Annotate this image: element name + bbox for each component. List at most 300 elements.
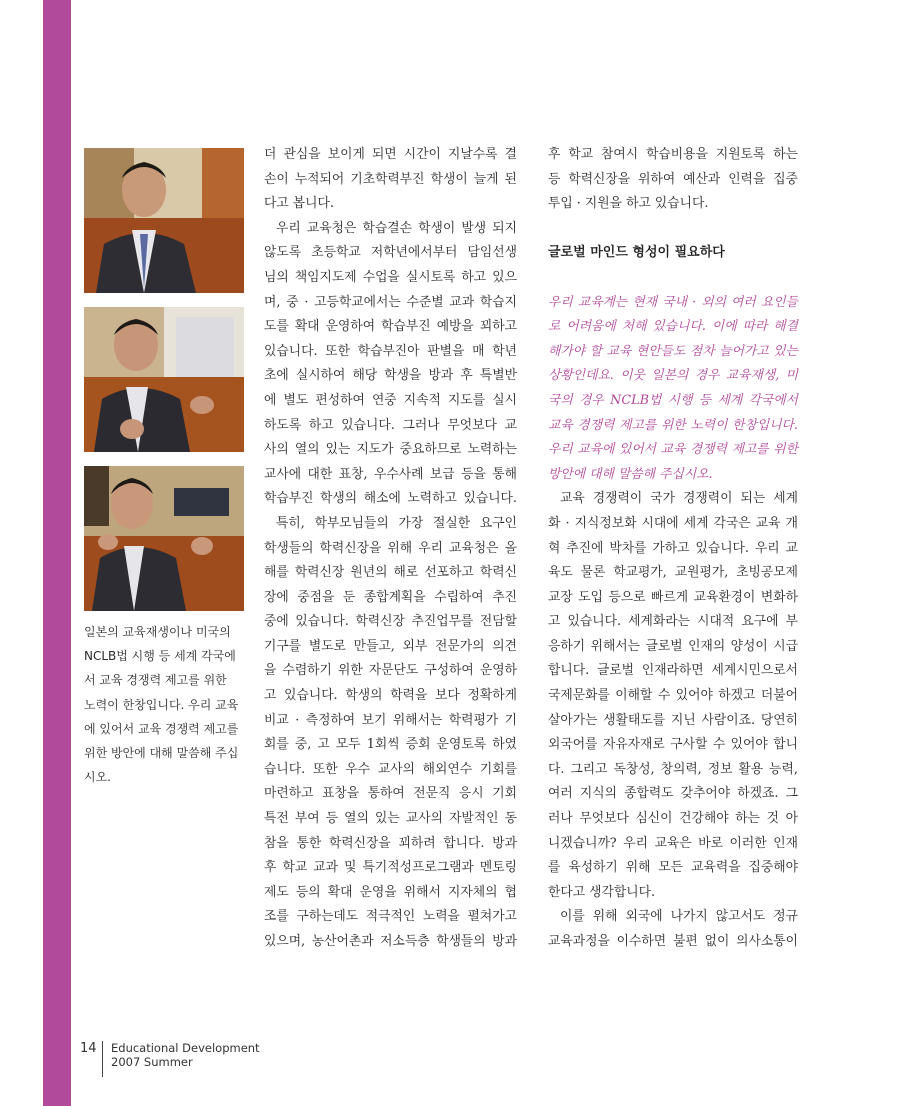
word: 현재 [632, 294, 658, 310]
word: 장에 [264, 589, 289, 605]
body-line [264, 561, 517, 586]
body-line [264, 881, 517, 906]
word: 지속적 [403, 392, 441, 408]
word: 학교평가, [613, 565, 667, 581]
word: 고 [548, 614, 561, 630]
word: 학력신장 [294, 565, 345, 581]
word: 만들고, [353, 638, 395, 654]
word: 지원토록 [715, 147, 766, 162]
word: 농산어촌과 [311, 934, 374, 949]
word: 자문단도 [368, 663, 419, 679]
word: 있습니다. [264, 343, 318, 359]
word: 참여시 [601, 147, 639, 162]
word: 실시 [492, 392, 517, 408]
body-line: 한다고 생각합니다. [548, 884, 656, 900]
word: 를 [548, 860, 561, 876]
word: 통하여 [367, 786, 405, 802]
word: 담임선생 [467, 245, 517, 261]
word: 제고를 [619, 417, 657, 433]
word: 위한 [337, 663, 363, 679]
word: 화 [548, 515, 561, 531]
word: 있으 [492, 269, 517, 285]
word: 교육청은 [449, 540, 499, 556]
word: 시급 [773, 638, 798, 654]
word: 활용 [738, 761, 764, 777]
body-line: 다고 봅니다. [264, 196, 334, 212]
word: · [565, 515, 570, 531]
word: 지식의 [579, 786, 617, 802]
word: 하도록 [264, 417, 302, 433]
caption-line: 위한 방안에 대해 말씀해 주십 [84, 746, 239, 761]
word: 고 [264, 688, 277, 704]
word: 습니다. [264, 761, 306, 777]
word: 외부 [402, 638, 428, 654]
word: 하고 [308, 417, 334, 433]
interview-photo-2 [84, 307, 244, 452]
article-column-left [264, 143, 517, 955]
word: 적극적인 [365, 909, 416, 925]
body-line [264, 241, 517, 266]
word: 둔 [342, 589, 356, 605]
word: 수렴하기 [282, 663, 332, 679]
word: 다. [548, 761, 565, 777]
word: 수립하여 [434, 589, 484, 605]
word: 원년의 [350, 565, 388, 581]
word: 집중 [773, 171, 798, 187]
word: 발생 [461, 220, 487, 236]
word: 학생이 [418, 220, 456, 236]
body-line [264, 684, 517, 709]
word: · [295, 712, 300, 728]
word: 등 [698, 392, 712, 408]
word: 추진에 [566, 540, 604, 556]
word: 종합력도 [624, 786, 674, 802]
word: 모두 [335, 737, 361, 753]
word: 인재의 [688, 638, 726, 654]
blank-line [548, 217, 798, 242]
body-line [548, 659, 798, 684]
word: 노력하는 [467, 442, 517, 458]
word: 대한 [307, 466, 333, 482]
word: 판별을 [427, 343, 465, 359]
body-line [264, 463, 517, 488]
word: 학습비용을 [646, 147, 708, 162]
photo-caption [84, 620, 249, 789]
word: 위해서는 [392, 712, 443, 728]
word: 학습부진 [264, 491, 314, 507]
body-line [264, 709, 517, 734]
body-line [548, 684, 798, 709]
word: 그 [785, 786, 798, 802]
word: 무엇보다 [579, 811, 629, 827]
word: 육성하기 [568, 860, 618, 876]
word: 실시하여 [295, 368, 346, 384]
word: NCLB법 [610, 392, 662, 408]
word: 국가 [650, 491, 675, 507]
word: 살아가는 [548, 712, 598, 728]
word: 등을 [461, 466, 486, 482]
word: 통해 [492, 466, 517, 482]
publication-info [111, 1041, 260, 1069]
word: 일본의 [651, 368, 689, 384]
word: 능력, [769, 761, 798, 777]
word: 고등학교에서는 [314, 294, 401, 310]
word: 합니다. [443, 835, 485, 851]
body-line [264, 143, 517, 168]
word: 교육재생, [725, 368, 780, 384]
word: 경쟁력 [689, 442, 727, 458]
word: 초에 [264, 368, 289, 384]
word: 확대 [294, 319, 320, 335]
word: 세계 [773, 491, 798, 507]
word: 님의 [264, 269, 289, 285]
word: 위해 [625, 860, 651, 876]
word: 있습니다. [695, 540, 749, 556]
word: 멘토링 [479, 860, 517, 876]
word: 의사소통이 [736, 934, 798, 949]
word: 지도가 [356, 442, 394, 458]
body-line [548, 487, 798, 512]
word: 학생들의 [264, 540, 314, 556]
word: 심신이 [635, 811, 673, 827]
word: 외의 [701, 294, 726, 310]
word: 하겠죠. [737, 786, 779, 802]
word: 자발적인 [449, 811, 499, 827]
word: 중 [286, 294, 299, 310]
word: 이수하면 [616, 934, 667, 949]
word: 위하여 [638, 171, 676, 187]
question-line [548, 438, 798, 463]
body-line [548, 856, 798, 881]
word: 교육 [560, 491, 585, 507]
body-line [264, 217, 517, 242]
word: 참을 [264, 835, 289, 851]
word: 학력신 [479, 565, 517, 581]
word: 당연히 [760, 712, 798, 728]
body-line [264, 537, 517, 562]
word: 1회씩 [366, 737, 400, 753]
word: 늘어가고 [719, 343, 769, 359]
word: 교육에 [577, 442, 615, 458]
publication-issue: 2007 Summer [111, 1055, 193, 1069]
word: 육도 [548, 565, 573, 581]
blank-line [548, 266, 798, 291]
word: 수 [712, 737, 726, 753]
word: 또한 [312, 761, 338, 777]
word: 방과 [428, 368, 454, 384]
word: 저소득층 [380, 934, 430, 949]
word: 있어서 [618, 442, 657, 458]
word: 인력을 [728, 171, 766, 187]
word: 예방을 [436, 319, 474, 335]
word: 교사의 [377, 761, 415, 777]
word: 되지 [492, 220, 517, 236]
word: 도를 [264, 319, 289, 335]
word: 이해할 [615, 688, 653, 704]
word: 우수사례 [373, 466, 424, 482]
word: 기 [504, 712, 517, 728]
word: 학력을 [390, 688, 428, 704]
word: 보급 [429, 466, 455, 482]
body-line [264, 414, 517, 439]
word: 구성하여 [424, 663, 474, 679]
word: 부여 [294, 811, 320, 827]
body-line [548, 143, 798, 168]
word: 올 [504, 540, 517, 556]
body-line [548, 168, 798, 193]
word: 현안들도 [635, 343, 686, 359]
word: 을 [264, 663, 277, 679]
word: 경쟁력이 [592, 491, 643, 507]
word: 특전 [264, 811, 289, 827]
word: 그러나 [402, 417, 440, 433]
word: 되면 [371, 147, 397, 162]
body-line [548, 905, 798, 930]
word: 회를 [264, 737, 289, 753]
word: 가장 [398, 515, 424, 531]
word: 전문가의 [435, 638, 485, 654]
footer-divider [102, 1041, 103, 1077]
body-line [264, 364, 517, 389]
word: 교육청은 [306, 220, 357, 236]
word: 시간이 [403, 147, 441, 162]
word: 초등학교 [311, 245, 361, 261]
word: 있어야 [730, 737, 768, 753]
word: 결 [504, 147, 517, 162]
word: 실시토록 [405, 269, 456, 285]
body-line [548, 758, 798, 783]
word: 의견 [492, 638, 517, 654]
body-line [264, 930, 517, 955]
body-line [264, 758, 517, 783]
word: 글로벌 [645, 638, 683, 654]
word: 별도로 [308, 638, 346, 654]
word: 지식정보화 [574, 515, 637, 531]
word: 교육 [755, 515, 781, 531]
body-line [264, 807, 517, 832]
word: 교 [785, 540, 798, 556]
word: 독창성, [613, 761, 655, 777]
caption-line: 노력이 한창입니다. 우리 교육 [84, 697, 239, 712]
body-line [264, 389, 517, 414]
word: 수 [657, 688, 671, 704]
word: 열의 [294, 442, 320, 458]
word: 손이 [264, 171, 289, 187]
word: 무엇보다 [447, 417, 497, 433]
word: 수준별 [406, 294, 444, 310]
body-line [264, 168, 517, 193]
word: 집중해야 [748, 860, 798, 876]
word: 있는 [375, 811, 400, 827]
word: 있는 [773, 343, 798, 359]
word: 초빙공모제 [736, 565, 798, 581]
word: 우수 [345, 761, 371, 777]
body-line [264, 856, 517, 881]
word: 예산과 [683, 171, 721, 187]
word: 통한 [296, 835, 322, 851]
word: 펼쳐가고 [467, 909, 517, 925]
word: 이러한 [729, 835, 767, 851]
word: 물론 [580, 565, 606, 581]
word: 열의 [344, 811, 369, 827]
word: 경우 [694, 368, 720, 384]
question-line [548, 315, 798, 340]
word: 사람이죠. [701, 712, 756, 728]
word: 인재 [773, 835, 798, 851]
word: 표창, [338, 466, 368, 482]
word: 보기 [361, 712, 387, 728]
word: 되는 [740, 491, 766, 507]
word: 처해 [621, 319, 647, 335]
word: 외국어를 [548, 737, 598, 753]
word: 학교 [568, 147, 594, 162]
word: 부 [785, 614, 798, 630]
word: 위해 [592, 909, 618, 925]
word: 등으로 [608, 589, 646, 605]
word: 학력평가 [448, 712, 499, 728]
word: 기회 [492, 786, 517, 802]
word: 상황인데요. [548, 368, 614, 384]
word: 인재라하면 [641, 663, 704, 679]
word: 학습부진아 [357, 343, 420, 359]
body-line [548, 635, 798, 660]
word: 박차를 [609, 540, 647, 556]
word: 우리 [276, 220, 301, 236]
word: 해결 [773, 319, 798, 335]
word: 더불어 [760, 688, 798, 704]
word: 세계시민으로서 [711, 663, 798, 679]
word: 학습지 [479, 294, 517, 310]
body-line [264, 315, 517, 340]
word: 운영을 [359, 884, 397, 900]
body-line [264, 291, 517, 316]
word: 교육 [660, 442, 686, 458]
body-line [264, 610, 517, 635]
body-line [548, 782, 798, 807]
word: 세계화라는 [628, 614, 690, 630]
word: 시행 [667, 392, 693, 408]
word: 학력신장 [355, 614, 405, 630]
word: 하는 [773, 147, 798, 162]
body-line [264, 635, 517, 660]
body-line [548, 610, 798, 635]
word: 등의 [295, 884, 321, 900]
word: 중점을 [297, 589, 335, 605]
body-line [548, 537, 798, 562]
body-line [264, 266, 517, 291]
word: 저학년에서부터 [370, 245, 458, 261]
body-line: 투입 · 지원을 하고 있습니다. [548, 196, 709, 212]
word: 니겠습니까? [548, 835, 617, 851]
body-line [264, 905, 517, 930]
word: 증회 [405, 737, 431, 753]
word: 운영하 [479, 663, 517, 679]
word: 교육 [606, 343, 632, 359]
page-number: 14 [80, 1041, 97, 1056]
word: 중, [294, 737, 312, 753]
caption-line: 에 있어서 교육 경쟁력 제고를 [84, 721, 239, 736]
word: 않도록 [264, 245, 302, 261]
word: 전문직 [413, 786, 451, 802]
word: 경우 [579, 392, 604, 408]
word: 있습니다. [341, 417, 395, 433]
word: 나가지 [670, 909, 708, 925]
body-line [548, 586, 798, 611]
word: 꾀하려 [398, 835, 436, 851]
word: 제도 [264, 884, 289, 900]
word: 여러 [548, 786, 573, 802]
interview-photo-3 [84, 466, 244, 611]
word: 관심을 [283, 147, 321, 162]
word: 학생의 [345, 688, 383, 704]
word: 기초학력부진 [350, 171, 425, 187]
word: 않고서도 [715, 909, 766, 925]
body-line [548, 561, 798, 586]
word: 방과 [492, 835, 517, 851]
word: 경쟁력 [577, 417, 615, 433]
word: 전담할 [479, 614, 517, 630]
word: 조를 [264, 909, 289, 925]
word: 우리 [623, 835, 648, 851]
word: 위해서 [403, 884, 441, 900]
word: 있으며, [264, 934, 306, 949]
word: 학생의 [320, 491, 358, 507]
body-line [264, 733, 517, 758]
word: 가하고 [652, 540, 690, 556]
word: 및 [344, 860, 357, 876]
word: 학력신장을 [319, 540, 382, 556]
word: 어려움에 [566, 319, 616, 335]
word: 해외연수 [422, 761, 473, 777]
word: 더 [264, 147, 277, 162]
word: 등 [548, 171, 561, 187]
word: 갖추어야 [680, 786, 731, 802]
word: 종합계획을 [363, 589, 426, 605]
word: 학생을 [384, 368, 422, 384]
word: 특기적성프로그램과 [362, 860, 474, 876]
word: 생활태도를 [603, 712, 666, 728]
word: 건강해야 [679, 811, 729, 827]
word: 이에 [711, 319, 737, 335]
word: · [692, 294, 697, 310]
word: 합니다. [548, 663, 590, 679]
word: 별도 [283, 392, 309, 408]
word: 절실한 [433, 515, 471, 531]
word: 글로벌 [596, 663, 635, 679]
word: 동 [504, 811, 517, 827]
word: 후 [264, 860, 277, 876]
word: 학부모님들의 [314, 515, 389, 531]
word: 세계 [683, 515, 709, 531]
word: 러나 [548, 811, 573, 827]
word: 운영토록 [436, 737, 487, 753]
word: 교육계는 [577, 294, 628, 310]
word: 매 [472, 343, 485, 359]
word: 교육력을 [691, 860, 741, 876]
word: 기구를 [264, 638, 302, 654]
word: 따라 [742, 319, 768, 335]
word: 요구인 [479, 515, 517, 531]
word: 있습니다. [567, 614, 622, 630]
word: 시대적 [697, 614, 735, 630]
word: 요구에 [741, 614, 779, 630]
word: 해로 [393, 565, 419, 581]
word: · [304, 294, 309, 310]
word: 모든 [658, 860, 684, 876]
word: 교장 [548, 589, 573, 605]
word: 양성이 [730, 638, 768, 654]
word: 추진업무를 [411, 614, 474, 630]
